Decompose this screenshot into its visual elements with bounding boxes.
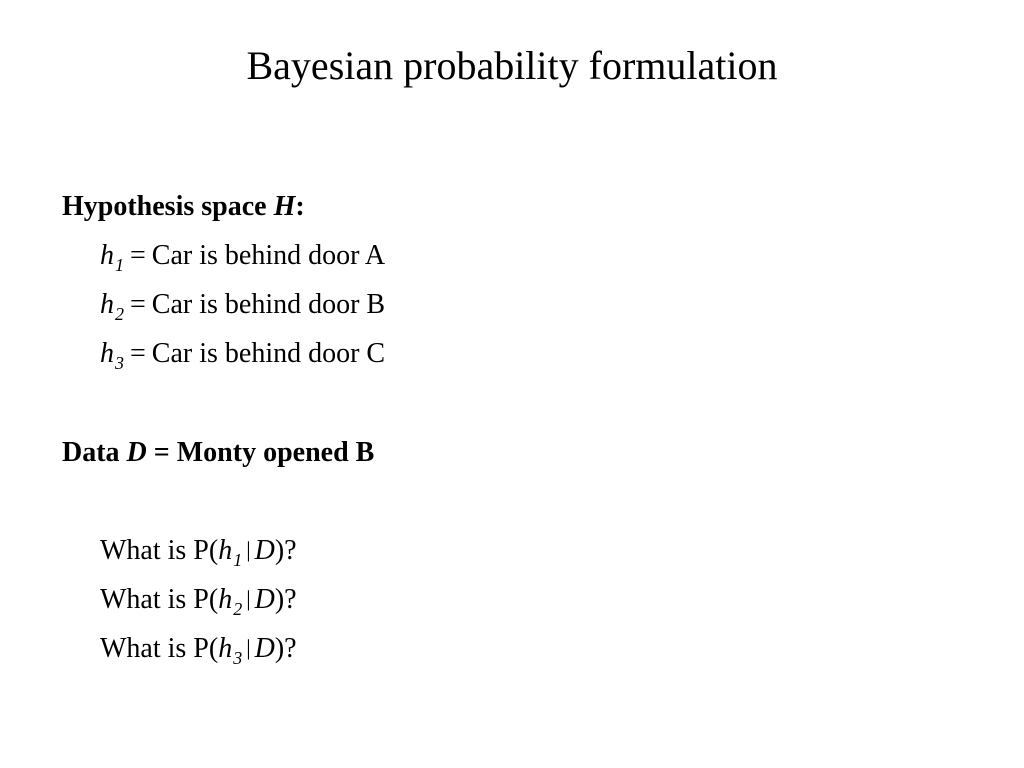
equals-sign: = <box>130 240 146 271</box>
conditional-bar: | <box>246 537 251 562</box>
hypothesis-text: Car is behind door B <box>151 289 386 320</box>
equals-sign: = <box>130 338 146 369</box>
hypothesis-symbol: h <box>100 289 114 320</box>
hypothesis-index: 2 <box>115 304 124 324</box>
question-prefix: What is P( <box>100 535 219 566</box>
question-suffix: )? <box>274 633 297 664</box>
hypothesis-text: Car is behind door C <box>151 338 386 369</box>
question-index: 1 <box>233 550 243 570</box>
question-item <box>100 582 297 620</box>
question-prefix: What is P( <box>100 633 219 664</box>
question-given: D <box>254 584 275 615</box>
hypothesis-text: Car is behind door A <box>151 240 386 271</box>
hypothesis-heading-colon: : <box>295 191 305 222</box>
question-index: 2 <box>233 599 243 619</box>
hypothesis-symbol: h <box>100 240 114 271</box>
data-label: Data <box>62 437 120 468</box>
equals-sign: = <box>130 289 146 320</box>
slide-title: Bayesian probability formulation <box>246 43 778 88</box>
data-text: Monty opened B <box>176 437 375 468</box>
data-symbol: D <box>126 437 147 468</box>
hypothesis-heading <box>62 189 305 225</box>
question-suffix: )? <box>274 584 297 615</box>
question-symbol: h <box>218 584 233 615</box>
hypothesis-symbol: h <box>100 338 114 369</box>
conditional-bar: | <box>246 586 251 611</box>
hypothesis-item <box>100 287 385 325</box>
question-symbol: h <box>218 633 233 664</box>
equals-sign: = <box>153 437 170 468</box>
question-symbol: h <box>218 535 233 566</box>
question-item <box>100 631 297 669</box>
question-item <box>100 533 297 571</box>
question-suffix: )? <box>274 535 297 566</box>
question-prefix: What is P( <box>100 584 219 615</box>
hypothesis-index: 3 <box>115 353 124 373</box>
hypothesis-space-symbol: H <box>273 191 296 222</box>
data-line <box>62 435 374 471</box>
hypothesis-item <box>100 238 385 276</box>
hypothesis-index: 1 <box>115 255 124 275</box>
question-index: 3 <box>233 648 243 668</box>
question-given: D <box>254 535 275 566</box>
conditional-bar: | <box>246 635 251 660</box>
hypothesis-item <box>100 336 385 374</box>
question-given: D <box>254 633 275 664</box>
hypothesis-heading-label: Hypothesis space <box>62 191 267 222</box>
